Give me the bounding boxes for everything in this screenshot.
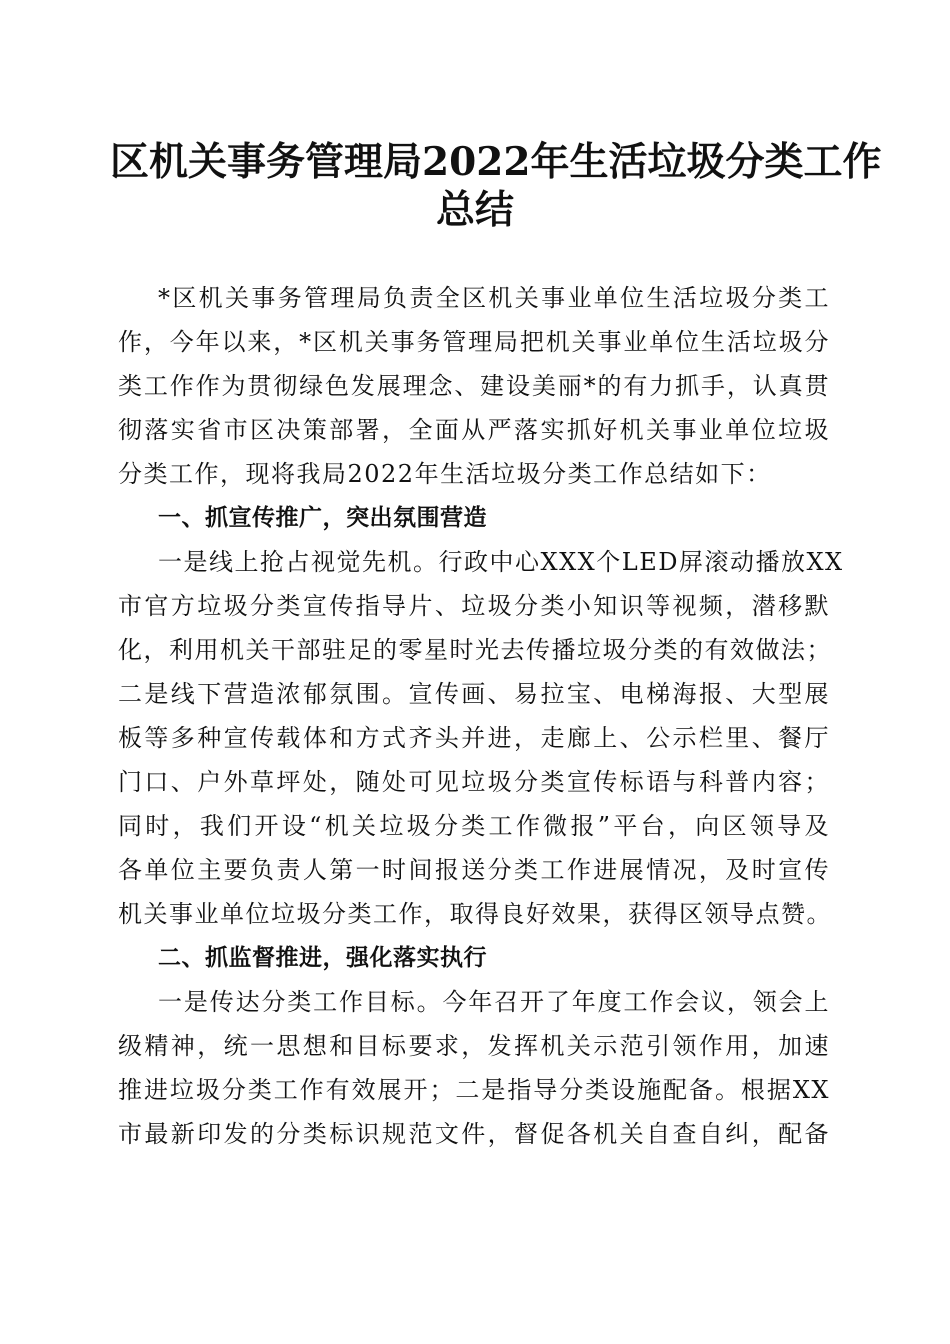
section-heading-1: 一、抓宣传推广，突出氛围营造: [158, 505, 487, 531]
section1-line: 市官方垃圾分类宣传指导片、垃圾分类小知识等视频，潜移默: [118, 592, 830, 620]
section2-line: 一是传达分类工作目标。今年召开了年度工作会议，领会上: [158, 988, 830, 1016]
intro-line: 作，今年以来，*区机关事务管理局把机关事业单位生活垃圾分: [118, 328, 830, 356]
section1-line: 化，利用机关干部驻足的零星时光去传播垃圾分类的有效做法；: [118, 636, 832, 664]
section-heading-2: 二、抓监督推进，强化落实执行: [158, 945, 487, 971]
section1-line: 板等多种宣传载体和方式齐头并进，走廊上、公示栏里、餐厅: [118, 724, 830, 752]
section2-line: 推进垃圾分类工作有效展开；二是指导分类设施配备。根据XX: [118, 1076, 830, 1104]
intro-line: *区机关事务管理局负责全区机关事业单位生活垃圾分类工: [158, 284, 830, 312]
intro-line: 类工作作为贯彻绿色发展理念、建设美丽*的有力抓手，认真贯: [118, 372, 830, 400]
section1-line: 机关事业单位垃圾分类工作，取得良好效果，获得区领导点赞。: [118, 900, 832, 928]
section1-line: 门口、户外草坪处，随处可见垃圾分类宣传标语与科普内容；: [118, 768, 830, 796]
section1-line: 同时，我们开设“机关垃圾分类工作微报”平台，向区领导及: [118, 812, 830, 840]
section2-line: 市最新印发的分类标识规范文件，督促各机关自查自纠，配备: [118, 1120, 830, 1148]
section1-line: 二是线下营造浓郁氛围。宣传画、易拉宝、电梯海报、大型展: [118, 680, 830, 708]
document-title-line-2: 总结: [435, 187, 514, 233]
intro-line: 分类工作，现将我局2022年生活垃圾分类工作总结如下：: [118, 460, 772, 488]
document-title-line-1: 区机关事务管理局2022年生活垃圾分类工作: [110, 139, 882, 185]
section2-line: 级精神，统一思想和目标要求，发挥机关示范引领作用，加速: [118, 1032, 830, 1060]
document-body: [118, 276, 844, 1156]
section1-line: 一是线上抢占视觉先机。行政中心XXX个LED屏滚动播放XX: [158, 548, 844, 576]
section1-line: 各单位主要负责人第一时间报送分类工作进展情况，及时宣传: [118, 856, 830, 884]
intro-line: 彻落实省市区决策部署，全面从严落实抓好机关事业单位垃圾: [118, 416, 830, 444]
